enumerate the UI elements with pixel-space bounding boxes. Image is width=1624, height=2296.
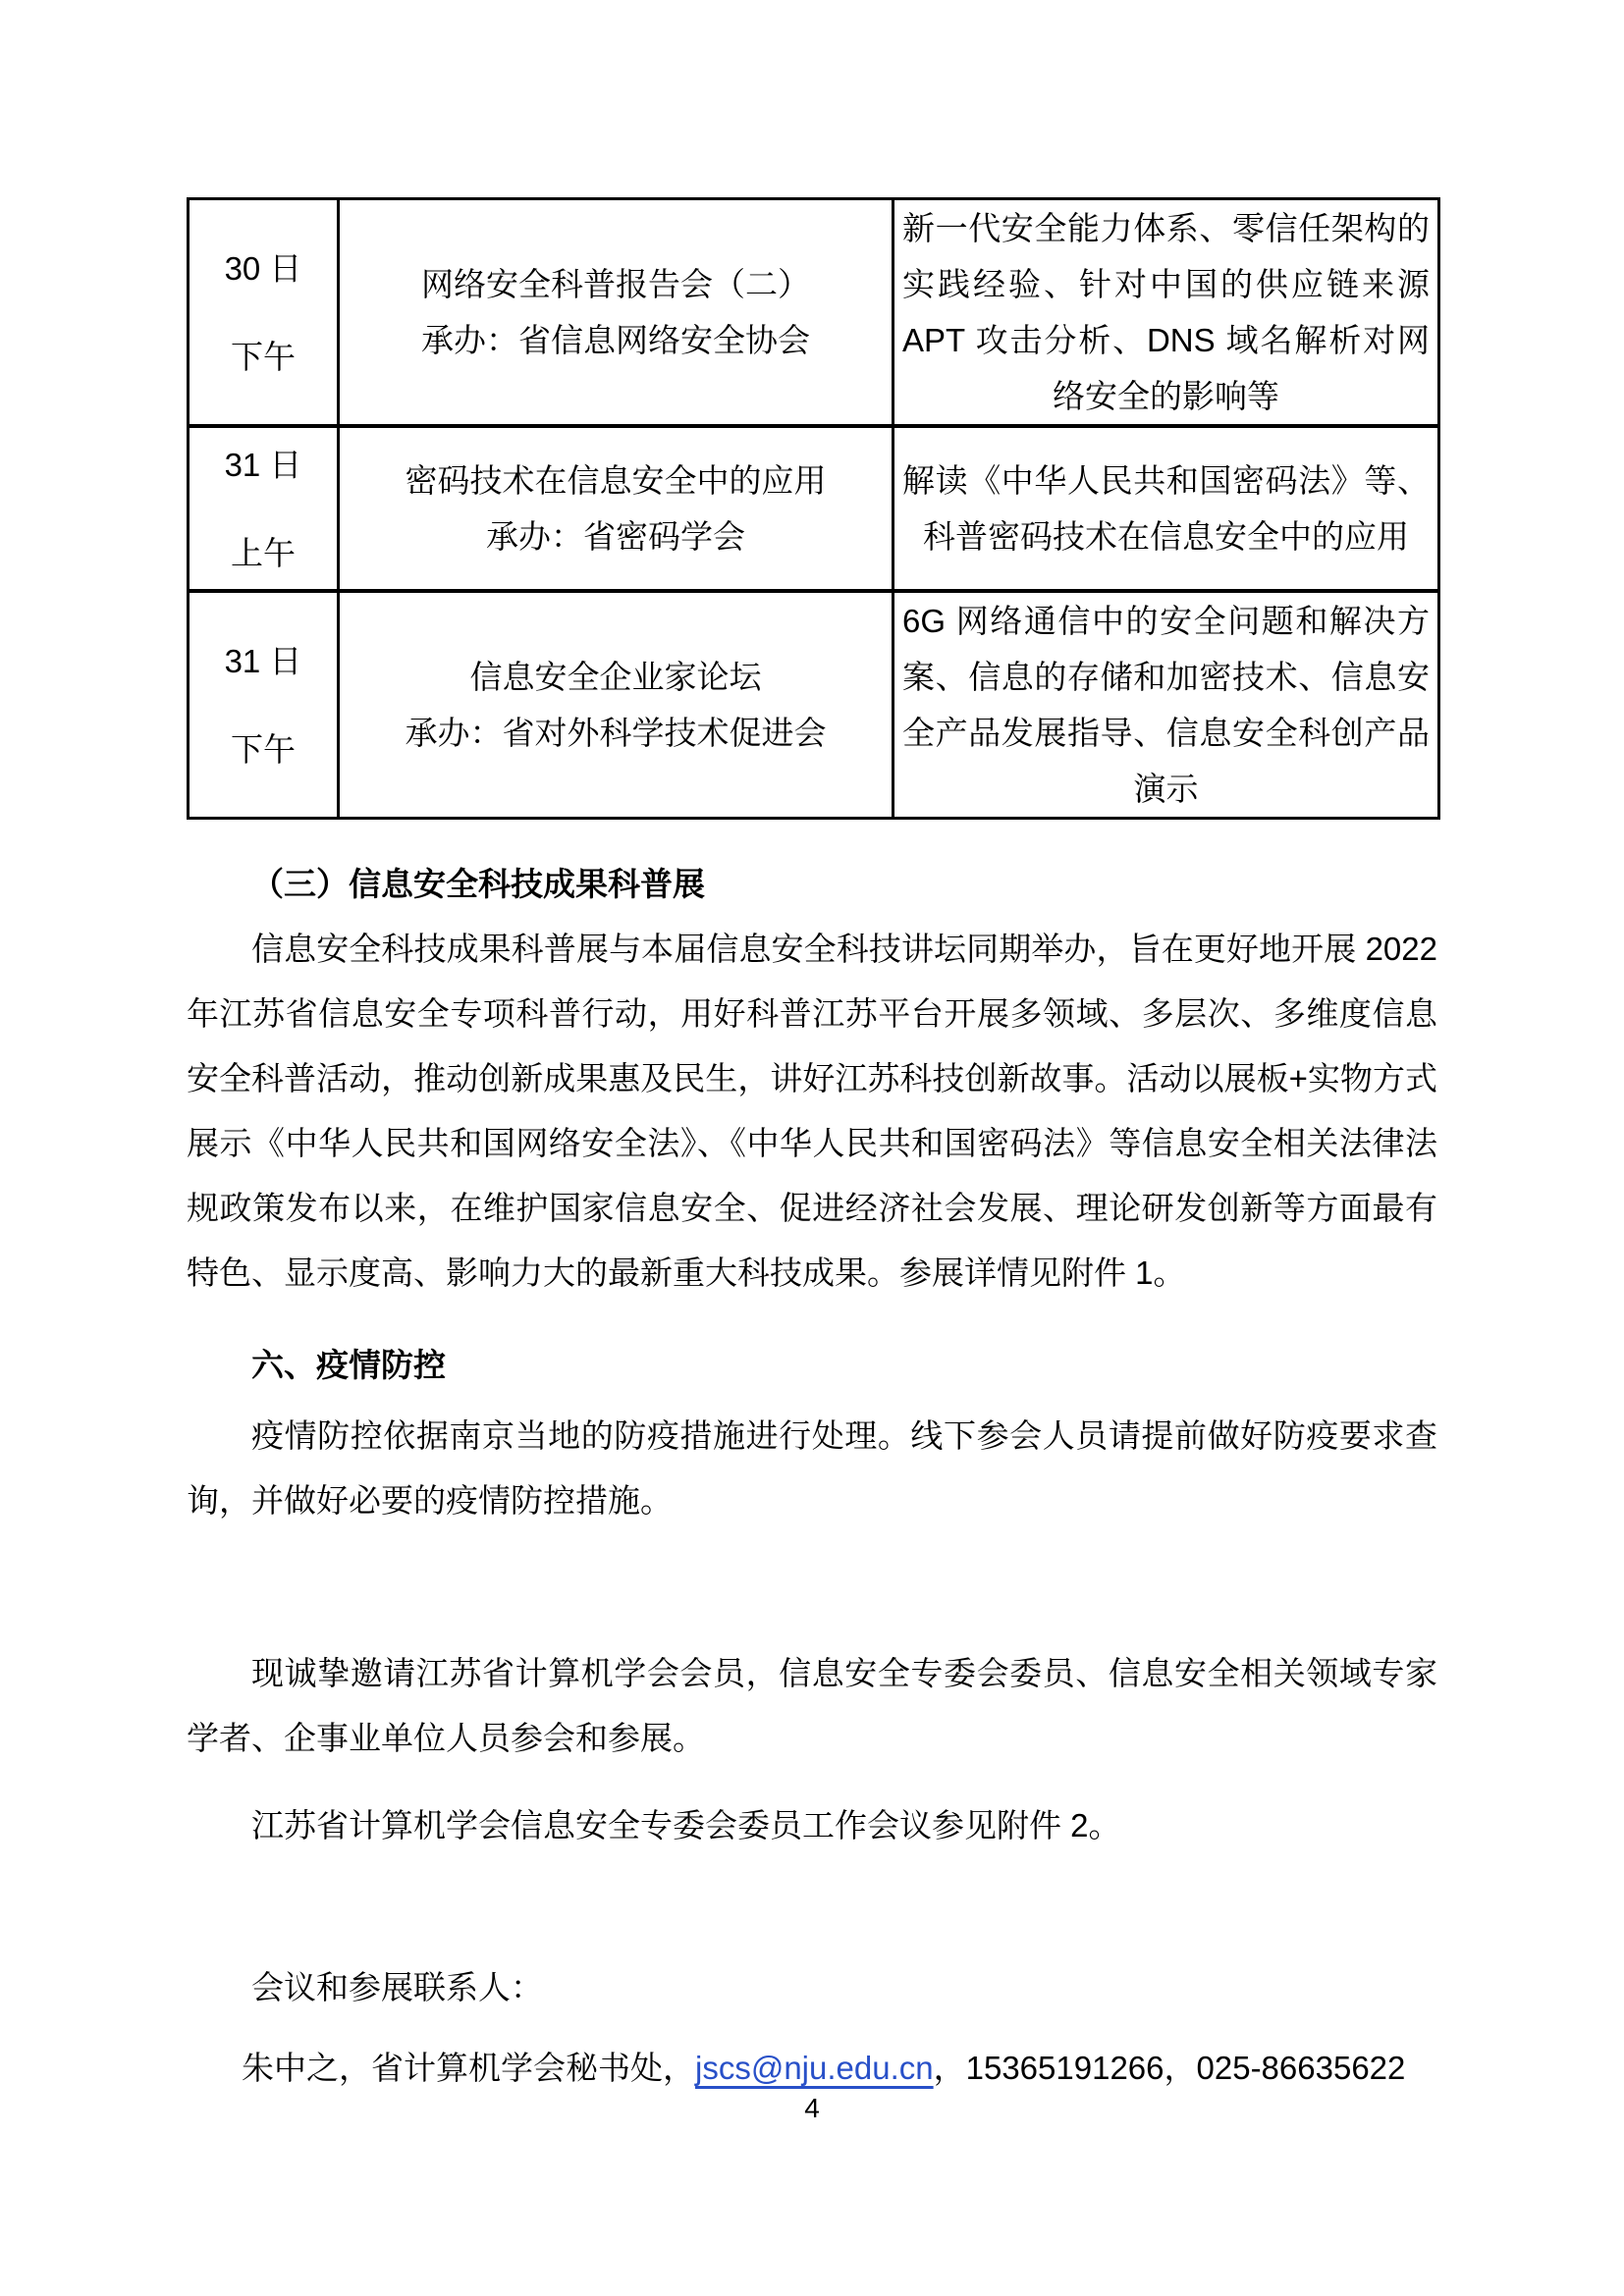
paragraph-epidemic: 疫情防控依据南京当地的防疫措施进行处理。线下参会人员请提前做好防疫要求查询，并做好必要的疫情防控措施。 xyxy=(187,1417,1437,1519)
schedule-date: 31 日 xyxy=(224,642,302,679)
schedule-topics-cell xyxy=(893,426,1439,591)
page-number: 4 xyxy=(804,2093,820,2123)
schedule-date: 31 日 xyxy=(224,446,302,483)
event-organizer: 承办：省密码学会 xyxy=(486,518,745,555)
email-link[interactable]: jscs@nju.edu.cn xyxy=(695,2050,934,2086)
event-organizer: 承办：省对外科学技术促进会 xyxy=(405,715,827,751)
paragraph-contact-label: 会议和参展联系人： xyxy=(251,1969,543,2005)
event-topics: 6G 网络通信中的安全问题和解决方案、信息的存储和加密技术、信息安全产品发展指导、信息安全科创产品演示 xyxy=(902,603,1430,807)
schedule-date-cell xyxy=(189,426,339,591)
event-organizer: 承办：省信息网络安全协会 xyxy=(421,322,810,358)
schedule-date-cell xyxy=(189,199,339,427)
schedule-event-cell xyxy=(339,199,893,427)
contact-text-before: 朱中之，省计算机学会秘书处， xyxy=(242,2050,695,2086)
table-row xyxy=(189,591,1439,819)
schedule-event-cell xyxy=(339,426,893,591)
schedule-event-cell xyxy=(339,591,893,819)
event-topics: 新一代安全能力体系、零信任架构的实践经验、针对中国的供应链来源 APT 攻击分析、DNS 域名解析对网络安全的影响等 xyxy=(902,210,1430,414)
contact-text-after: ，15365191266，025-86635622 xyxy=(933,2050,1406,2086)
table-row xyxy=(189,199,1439,427)
event-topics: 解读《中华人民共和国密码法》等、科普密码技术在信息安全中的应用 xyxy=(902,462,1430,555)
paragraph-invitation: 现诚挚邀请江苏省计算机学会会员，信息安全专委会委员、信息安全相关领域专家学者、企事业单位人员参会和参展。 xyxy=(187,1655,1437,1756)
schedule-period: 下午 xyxy=(231,338,296,375)
event-title: 密码技术在信息安全中的应用 xyxy=(405,462,827,499)
schedule-topics-cell xyxy=(893,199,1439,427)
section-heading-epidemic: 六、疫情防控 xyxy=(251,1347,446,1383)
event-title: 信息安全企业家论坛 xyxy=(469,659,762,695)
paragraph-exhibition: 信息安全科技成果科普展与本届信息安全科技讲坛同期举办，旨在更好地开展 2022 年江苏省信息安全专项科普行动，用好科普江苏平台开展多领域、多层次、多维度信息安全科普活动，推动创新成果惠及民生，讲好江苏科技创新故事。活动以展板+实物方式展示《中华人民共和国网络安全法》、《中华人民共和国密码法》等信息安全相关法律法规政策发布以来，在维护国家信息安全、促进经济社会发展、理论研发创新等方面最有特色、显示度高、影响力大的最新重大科技成果。参展详情见附件 1。 xyxy=(187,931,1437,1291)
section-heading-exhibition: （三）信息安全科技成果科普展 xyxy=(251,866,705,902)
schedule-table xyxy=(187,197,1440,820)
paragraph-attachment2: 江苏省计算机学会信息安全专委会委员工作会议参见附件 2。 xyxy=(251,1807,1121,1843)
schedule-period: 上午 xyxy=(231,534,296,571)
schedule-topics-cell xyxy=(893,591,1439,819)
schedule-date-cell xyxy=(189,591,339,819)
schedule-period: 下午 xyxy=(231,730,296,768)
schedule-date: 30 日 xyxy=(224,249,302,287)
table-row xyxy=(189,426,1439,591)
event-title: 网络安全科普报告会（二） xyxy=(421,266,810,302)
